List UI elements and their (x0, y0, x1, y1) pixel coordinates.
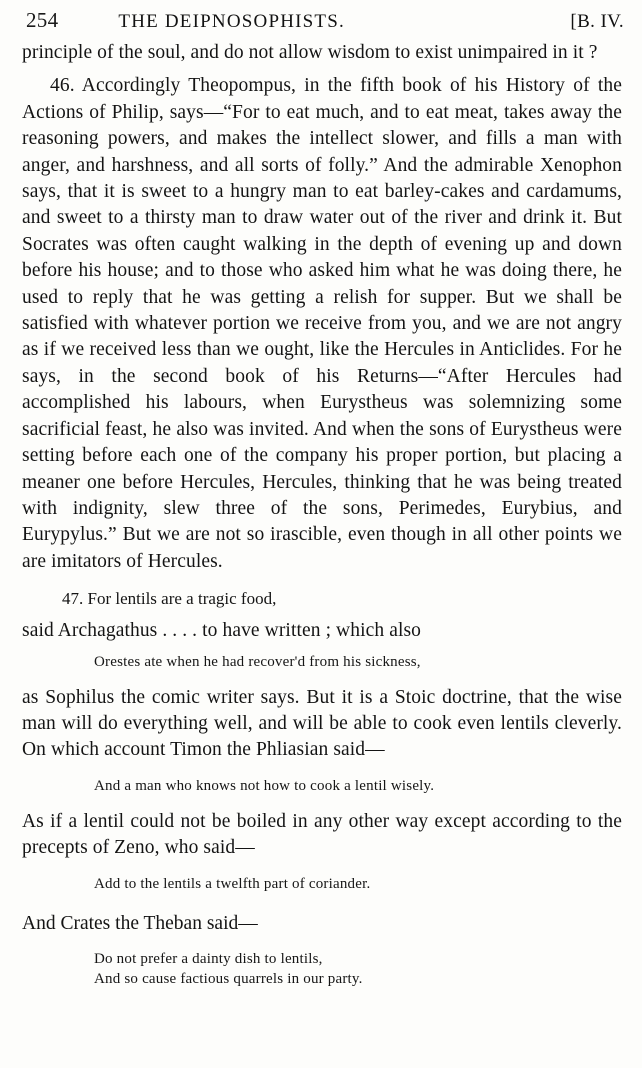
page-body (22, 40, 622, 989)
paragraph-spacer (22, 611, 622, 618)
paragraph-crates: And Crates the Theban said— (22, 912, 258, 934)
paragraph-spacer (22, 575, 622, 587)
quoted-verse-timon: And a man who knows not how to cook a lentil wisely. (94, 777, 435, 794)
page-header (26, 8, 624, 34)
paragraph-sophilus: as Sophilus the comic writer says. But it is a Stoic doctrine, that the wise man will do everything well, and will be able to cook even lentils cleverly. On which account Timon the Phliasian said— (22, 686, 622, 761)
paragraph-zeno: As if a lentil could not be boiled in any other way except according to the precepts of Zeno, who said— (22, 810, 622, 859)
paragraph-section-47-lead: 47. For lentils are a tragic food, (62, 589, 277, 609)
quoted-verse-crates-line-2: And so cause factious quarrels in our party. (94, 970, 363, 987)
paragraph-spacer (22, 797, 622, 809)
running-title: THE DEIPNOSOPHISTS. (118, 11, 345, 32)
paragraph-section-46: 46. Accordingly Theopompus, in the fifth book of his History of the Actions of Philip, says—“For to eat much, and to eat meat, takes away the reasoning powers, and makes the intellect slower, and fills a man with anger, and harshness, and all sorts of folly.” And the admirable Xenophon says, that it is sweet to a hungry man to eat barley-cakes and cardamums, and sweet to a thirsty man to draw water out of the river and drink it. But Socrates was often caught walking in the depth of evening up and down before his house; and to those who asked him what he was doing there, he used to reply that he was getting a relish for supper. But we shall be satisfied with whatever portion we receive from you, and we are not angry as if we received less than we ought, like the Hercules in Anticlides. For he says, in the second book of his Returns—“After Hercules had accomplished his labours, when Eurystheus was solemnizing some sacrificial feast, he also was invited. And when the sons of Eurystheus were setting before each one of the company his proper portion, but placing a meaner one before Hercules, Hercules, thinking that he was being treated with indignity, slew three of the sons, Perimedes, Eurybius, and Eurypylus.” But we are not so irascible, even though in all other points we are imitators of Hercules. (22, 75, 622, 572)
verse-spacer (22, 764, 622, 776)
verse-spacer (22, 862, 622, 874)
verse-spacer (22, 645, 622, 652)
book-signature: [B. IV. (570, 11, 624, 32)
paragraph-said-archagathus: said Archagathus . . . . to have written ; which also (22, 620, 422, 642)
paragraph-spacer (22, 673, 622, 685)
verse-spacer (22, 937, 622, 949)
quoted-verse-zeno: Add to the lentils a twelfth part of coriander. (94, 875, 371, 892)
quoted-verse-crates-line-1: Do not prefer a dainty dish to lentils, (94, 950, 323, 967)
quoted-verse-orestes: Orestes ate when he had recover'd from his sickness, (94, 653, 421, 670)
paragraph-spacer (22, 895, 622, 911)
page-number: 254 (26, 8, 59, 32)
paragraph-spacer (22, 66, 622, 73)
paragraph-continuation: principle of the soul, and do not allow wisdom to exist unimpaired in it ? (22, 42, 598, 63)
